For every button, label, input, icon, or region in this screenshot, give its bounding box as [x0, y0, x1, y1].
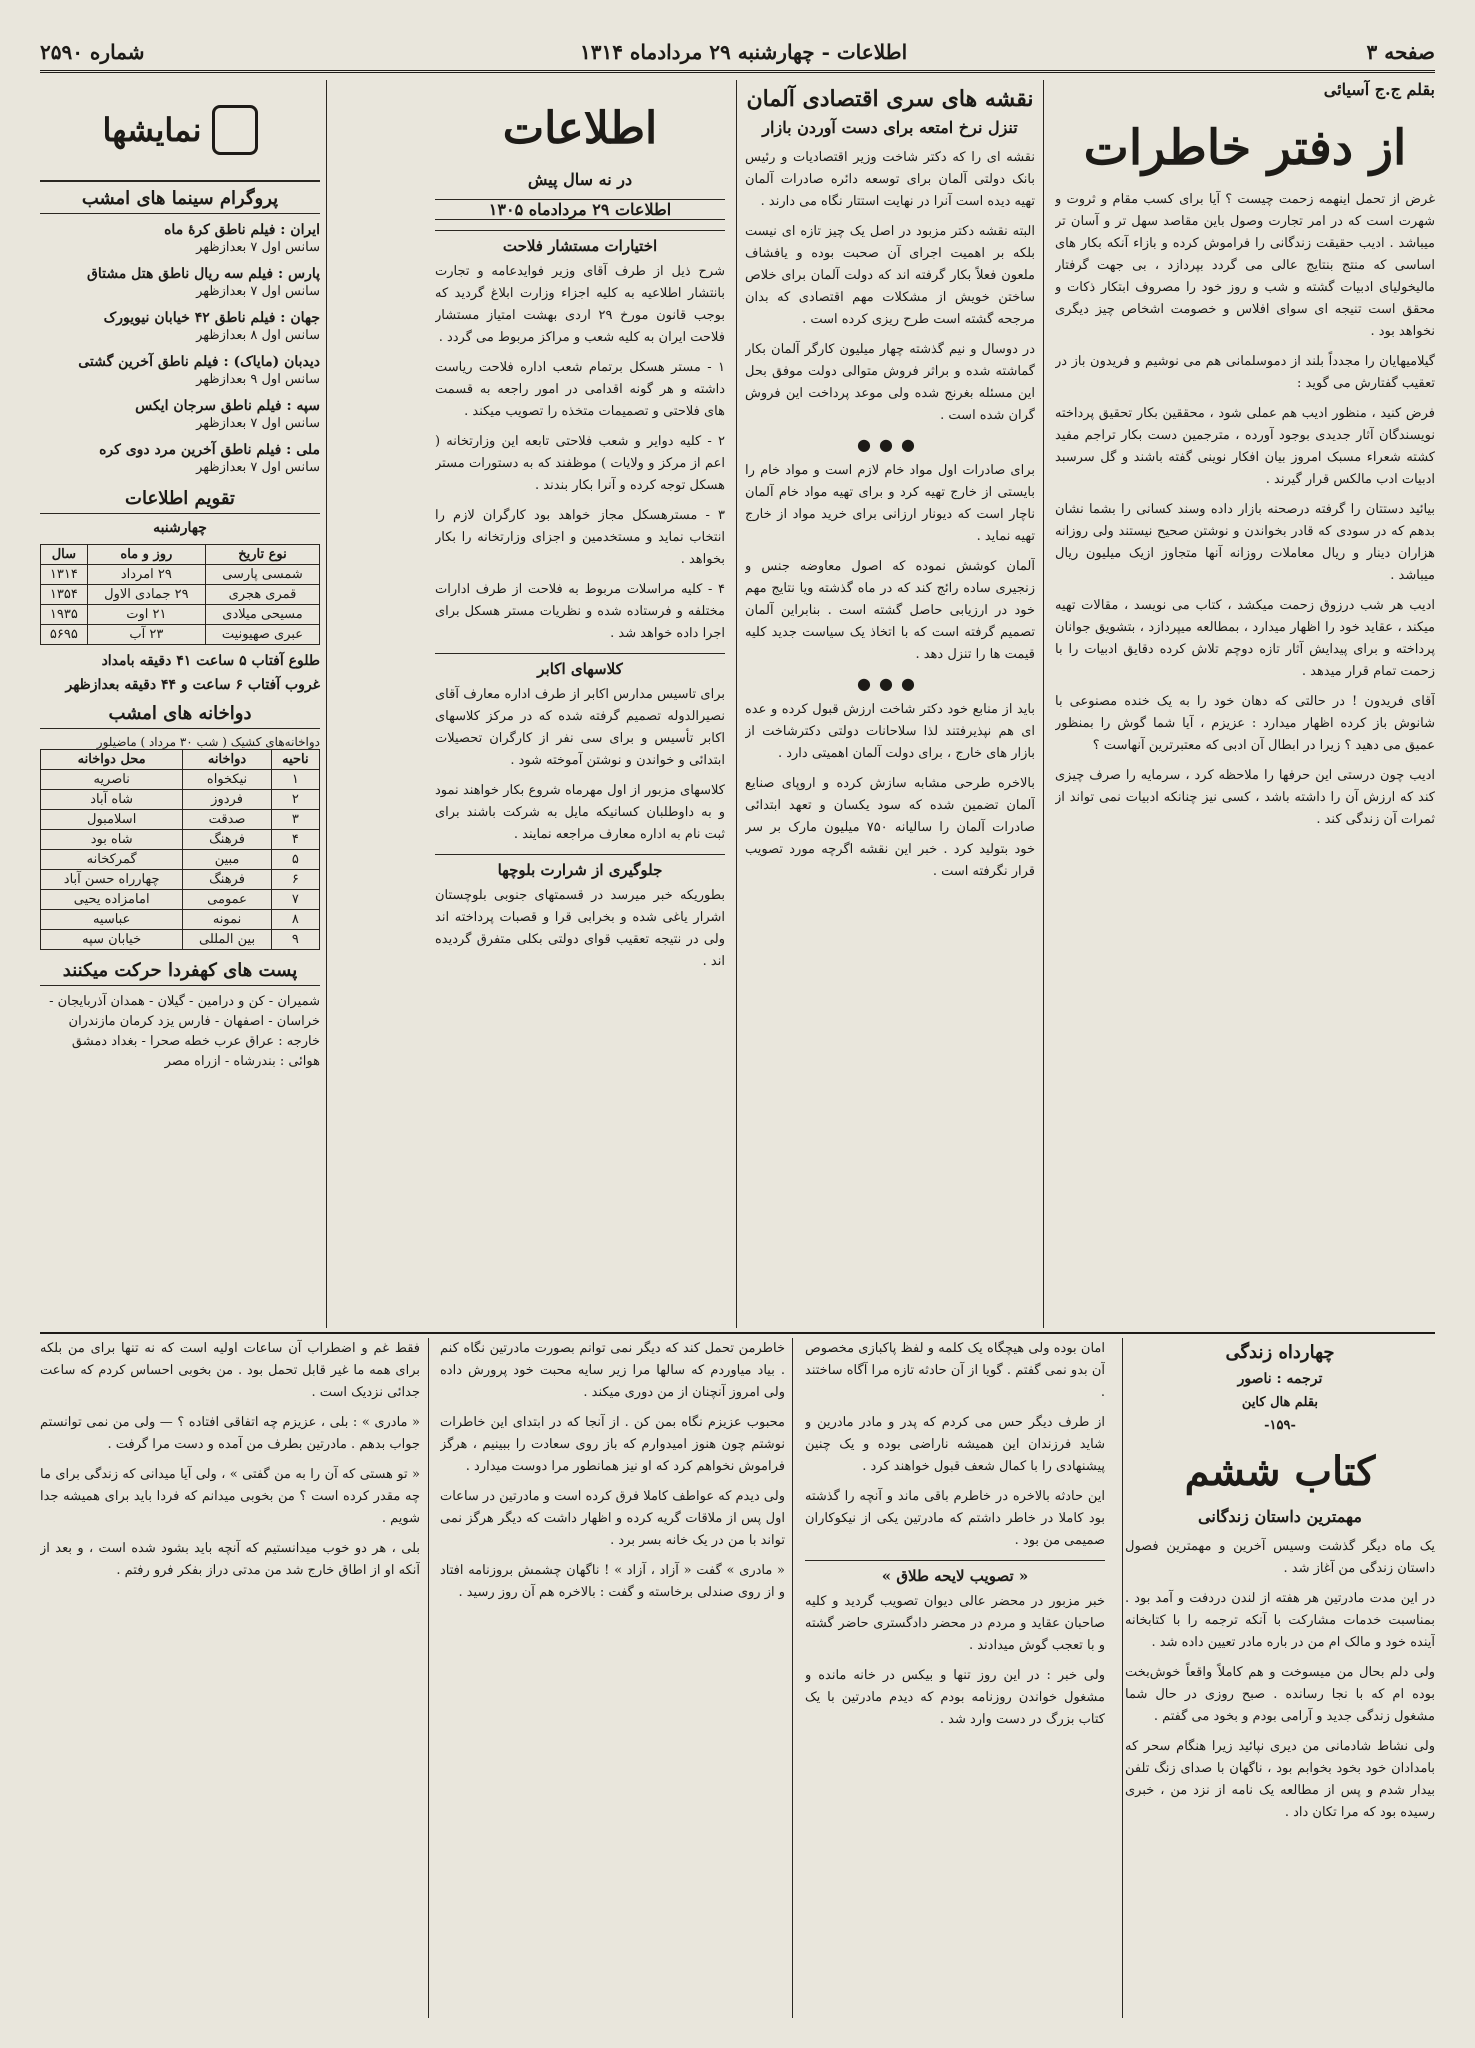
sunset: غروب آفتاب ۶ ساعت و ۴۴ دقیقه بعدازظهر — [65, 677, 320, 693]
table-cell: شاه بود — [41, 830, 183, 850]
issue-number: شماره ۲۵۹۰ — [40, 40, 145, 64]
paragraph: ادیب چون درستی این حرفها را ملاحظه کرد ، سرمایه را صرف چیزی کند که ارزش آن را داشته باشد ، کسی نیز چنانکه ادبیات نمی تواند از ثمرات آن زندگی کند . — [1055, 768, 1435, 827]
column-rule — [1122, 1338, 1123, 2018]
table-row — [41, 870, 320, 890]
novel-subtitle: مهمترین داستان زندگانی — [1198, 1507, 1362, 1526]
table-cell: عمومی — [183, 890, 271, 910]
paragraph: « مادری » گفت « آزاد ، آزاد » ! ناگهان چشمش بروزنامه افتاد و از روی صندلی برخاسته و گفت : بالاخره هم آن روز رسید . — [440, 1563, 785, 1600]
section-date: اطلاعات ۲۹ مردادماه ۱۳۰۵ — [435, 199, 725, 220]
paragraph: برای تاسیس مدارس اکابر از طرف اداره معارف آقای نصیرالدوله تصمیم گرفته شده که در مرکز کلاسهای اکابر تأسیس و برای سی نفر از کارگران تحصیلات ابتدائی و خواندن و نوشتن آموخته شود . — [435, 687, 725, 768]
cinema-name: پارس : فیلم سه ریال ناطق هتل مشتاق — [86, 266, 320, 282]
table-cell: ۲۹ امرداد — [87, 565, 205, 585]
chapter-number: -۱۵۹- — [1264, 1418, 1296, 1433]
table-cell: ۶ — [271, 870, 319, 890]
column-rule — [736, 80, 737, 1328]
paragraph: برای صادرات اول مواد خام لازم است و مواد خام را بایستی از خارج تهیه کرد و برای تهیه مواد خام آلمان ناچار است که دیونار ارزانی برای خرید مواد از خارج تهیه نماید . — [745, 463, 1035, 544]
table-row — [41, 790, 320, 810]
paragraph: محبوب عزیزم نگاه بمن کن . از آنجا که در ابتدای این خاطرات نوشتم چون هنوز امیدوارم که باز روی سعادت را ببینیم ، هرگز فراموش نخواهم کرد که او نیز همانطور مرا دوست میدارد . — [440, 1415, 785, 1474]
paragraph: « مادری » : بلی ، عزیزم چه اتفاقی افتاده ؟ — ولی من نمی توانستم جواب بدهم . مادرتین بطرف من آمده و دست مرا گرفت . — [40, 1415, 420, 1452]
table-header: دواخانه — [183, 750, 271, 770]
paragraph: ۴ - کلیه مراسلات مربوط به فلاحت از طرف ادارات مختلفه و فرستاده شده و نظریات مستر هسکل برای اجرا داده خواهد شد . — [435, 582, 725, 641]
novel-col-2 — [805, 1338, 1105, 2018]
paragraph: بیائید دستتان را گرفته درصحنه بازار داده وسند کسانی را بشما نشان بدهم که در سودی که قادر بخواندن و نوشتن صحیح نیستند ولی روزانه هزاران دینار و ریال معاملات روزانه آنها متجاوز ازیک میلیون ریال میباشد . — [1055, 502, 1435, 583]
table-cell: ۲۳ آب — [87, 625, 205, 645]
table-cell: ۱۳۱۴ — [41, 565, 88, 585]
projector-icon — [212, 105, 258, 155]
paragraph: باید از منابع خود دکتر شاخت ارزش قبول کرده و عده ای هم نپذیرفتند لذا سلاحانات دولتی دکترشاخت از بازار های خارج ، برای دولت آلمان اهمیتی دارد . — [745, 702, 1035, 761]
novel-col-1 — [1125, 1338, 1435, 2018]
table-cell: ۲ — [271, 790, 319, 810]
cinema-title: پروگرام سینما های امشب — [40, 188, 320, 214]
table-cell: ۲۱ اوت — [87, 605, 205, 625]
table-cell: امامزاده یحیی — [41, 890, 183, 910]
paragraph: ولی نشاط شادمانی من دیری نپائید زیرا هنگام سحر که بامدادان خود بخود بخوابم بود ، ناگهان با صدای زنگ تلفن بیدار شدم و پس از مطالعه یک نامه از نزد من ، خبری رسیده بود که مرا تکان داد . — [1125, 1739, 1435, 1820]
table-cell: ۱۹۳۵ — [41, 605, 88, 625]
paragraph: در دوسال و نیم گذشته چهار میلیون کارگر آلمان بکار گماشته شده و براثر فروش متوالی دولت موفق بحل این مسئله بغرنج شده ولی موعد پرداخت این فروش گران شده است . — [745, 342, 1035, 423]
paragraph: غرض از تحمل اینهمه زحمت چیست ؟ آیا برای کسب مقام و ثروت و شهرت است که در امر تجارت وصول باین مقاصد سهل تر و آسان تر میباشد . ادیب حقیقت زندگانی را فراموش کرده و بازاء آنکه بکار های اساسی که منتج بنتایج عالی می گردد بپردازد ، بی جهت گرفتار مالیخولیای ادبیات گشته و شب و روز خود را مصروف ابتکار ذکات و محقق است تنیجه ای سوای افلاس و خصومت اشخاص چیز دیگری نخواهد بود . — [1055, 192, 1435, 339]
calendar-day: چهارشنبه — [153, 520, 207, 536]
table-cell: گمرکخانه — [41, 850, 183, 870]
table-row — [41, 625, 320, 645]
paragraph: در این مدت مادرتین هر هفته از لندن دردفت و آمد بود . بمناسبت خدمات مشارکت با آنکه ترجمه را با کتابخانه آینده خود و مالک ام من در باره مادر تعیین داده شد . — [1125, 1591, 1435, 1650]
column-rule — [1043, 80, 1044, 1328]
table-cell: فرهنگ — [183, 870, 271, 890]
paragraph: کلاسهای مزبور از اول مهرماه شروع بکار خواهند نمود و به داوطلبان کسانیکه مایل به شرکت باشند برای ثبت نام به اداره معارف مراجعه نمایند . — [435, 783, 725, 842]
pharmacy-note: دواخانه‌های کشیک ( شب ۳۰ مرداد ) ماضیلور — [96, 735, 320, 749]
shows-logo — [40, 80, 320, 182]
paragraph: یک ماه دیگر گذشت وسیس آخرین و مهمترین فصول داستان زندگی من آغاز شد . — [1125, 1539, 1435, 1576]
masthead-date: اطلاعات - چهارشنبه ۲۹ مردادماه ۱۳۱۴ — [580, 40, 908, 64]
paragraph: خاطرمن تحمل کند که دیگر نمی توانم بصورت مادرتین نگاه کنم . بیاد میاوردم که سالها مرا زیر سایه محبت خود پرورش داده ولی امروز آنچنان از من دوری میکند . — [440, 1341, 785, 1400]
paragraph: امان بوده ولی هیچگاه یک کلمه و لفظ پاکبازی مخصوص آن بدو نمی گفتم . گویا از آن حادثه تازه مرا آگاه ساختند . — [805, 1341, 1105, 1400]
section-label: چهارداه زندگی — [1225, 1342, 1335, 1363]
column-rule — [792, 1338, 793, 2018]
paragraph: فقط غم و اضطراب آن ساعات اولیه است که نه تنها برای من بلکه برای همه ما غیر قابل تحمل بود . من بخوبی احساس کردم که ساعت جدائی نزدیک است . — [40, 1341, 420, 1400]
paragraph: ۱ - مستر هسکل برتمام شعب اداره فلاحت ریاست داشته و هر گونه اقدامی در امور راجعه به قسمت های فلاحتی و تصمیمات متخذه را تصویب میکند . — [435, 360, 725, 419]
table-cell: اسلامبول — [41, 810, 183, 830]
table-cell: چهارراه حسن آباد — [41, 870, 183, 890]
table-cell: نیکخواه — [183, 770, 271, 790]
table-cell: ۱ — [271, 770, 319, 790]
paragraph: ولی دلم بحال من میسوخت و هم کاملاً واقعاً خوش‌بخت بوده ام که با نجا رسانده . صبح روزی در حال شما مشغول زندگی جدید و آرامی بودم و بخود می گفتم . — [1125, 1665, 1435, 1724]
author: بقلم هال کاین — [1241, 1395, 1319, 1410]
table-cell: عبری صهیونیت — [205, 625, 319, 645]
table-cell: ۴ — [271, 830, 319, 850]
table-row — [41, 830, 320, 850]
table-cell: صدقت — [183, 810, 271, 830]
paragraph: ولی دیدم که عواطف کاملا فرق کرده است و مادرتین در ساعات اول پس از ملاقات گریه کرده و اظهار داشت که دیگر هرگز نمی تواند با من در یک خانه بسر برد . — [440, 1489, 785, 1548]
paragraph: ۲ - کلیه دوایر و شعب فلاحتی تابعه این وزارتخانه ( اعم از مرکز و ولایات ) موظفند که به دستورات مستر هسکل توجه کرده و آنرا بکار بندند . — [435, 434, 725, 493]
cinema-name: ایران : فیلم ناطق کرهٔ ماه — [164, 222, 320, 238]
germany-article — [745, 80, 1035, 1328]
table-cell: ۸ — [271, 910, 319, 930]
paragraph: ۳ - مسترهسکل مجاز خواهد بود کارگران لازم را انتخاب نماید و مستخدمین و اجزای وزارتخانه را بکار بخواهد . — [435, 508, 725, 567]
table-cell: شمسی پارسی — [205, 565, 319, 585]
cinema-time: سانس اول ۸ بعدازظهر — [196, 328, 320, 343]
paragraph: نقشه ای را که دکتر شاخت وزیر اقتصادیات و رئیس بانک دولتی آلمان برای توسعه دائره صادرات آلمان تهیه دیده است آنرا در نهایت استتار نگاه می دارند . — [745, 150, 1035, 209]
table-cell: نمونه — [183, 910, 271, 930]
separator-stars: ●●● — [857, 674, 923, 693]
article-title: نقشه های سری اقتصادی آلمان — [746, 86, 1034, 112]
memoirs-article — [1055, 80, 1435, 1328]
cinema-name: ملی : فیلم ناطق آخرین مرد دوی کره — [99, 442, 320, 458]
table-row — [41, 910, 320, 930]
calendar-table — [40, 544, 320, 645]
translator: ترجمه : ناصور — [1237, 1371, 1323, 1387]
cinema-name: جهان : فیلم ناطق ۴۲ خیابان نیویورک — [103, 310, 320, 326]
separator-stars: ●●● — [857, 435, 923, 454]
paragraph: این حادثه بالاخره در خاطرم باقی ماند و آنچه را گذشته بود کاملا در خاطر داشتم که مادرتین یکی از نیکوکاران صمیمی من بود . — [805, 1489, 1105, 1548]
table-cell: شاه آباد — [41, 790, 183, 810]
column-rule — [326, 80, 327, 1328]
novel-col-3 — [440, 1338, 785, 2018]
subheading: جلوگیری از شرارت بلوچها — [435, 854, 725, 879]
table-row — [41, 890, 320, 910]
post-foreign: خارجه : عراق عرب خطه صحرا - بغداد دمشق هوائی : بندرشاه - ازراه مصر — [71, 1034, 320, 1069]
paragraph: خبر مزبور در محضر عالی دیوان تصویب گردید و کلیه صاحبان عقاید و مردم در محضر دادگستری حاضر گشته و با تعجب گوش میدادند . — [805, 1594, 1105, 1653]
paragraph: البته نقشه دکتر مزبود در اصل یک چیز تازه ای نیست بلکه بر اهمیت اجرای آن صحبت بوده و یافشاف ملعون فعلاً بکار گرفته اند که دولت آلمان برای خلاص ساختن خویش از مشکلات مهم اقتصادی که بدان مرجحه گشته است طرح ریزی کرده است . — [745, 224, 1035, 327]
column-rule — [428, 1338, 429, 2018]
table-header: روز و ماه — [87, 545, 205, 565]
table-row — [41, 850, 320, 870]
cinema-name: سپه : فیلم ناطق سرجان ایکس — [135, 398, 320, 414]
subheading: کلاسهای اکابر — [435, 653, 725, 678]
table-cell: ۹ — [271, 930, 319, 950]
paragraph: از طرف دیگر حس می کردم که پدر و مادر مادرین و شاید فرزندان این همیشه ناراضی بوده و یک چنین پیشنهادی را با کمال شعف قبول خواهند کرد . — [805, 1415, 1105, 1474]
cinema-time: سانس اول ۷ بعدازظهر — [196, 460, 320, 475]
masthead — [40, 36, 1435, 73]
table-row — [41, 770, 320, 790]
sidebar-info — [40, 80, 320, 1328]
cinema-name: دیدبان (مایاک) : فیلم ناطق آخرین گشتی — [78, 354, 320, 370]
shows-title: نمایشها — [102, 111, 202, 149]
section-subtitle: در نه سال پیش — [527, 170, 633, 189]
table-row — [41, 810, 320, 830]
table-cell: ۱۳۵۴ — [41, 585, 88, 605]
table-cell: ۳ — [271, 810, 319, 830]
post-text: شمیران - کن و درامین - گیلان - همدان آذربایجان - خراسان - اصفهان - فارس یزد کرمان مازندران — [49, 994, 320, 1029]
table-cell: عباسیه — [41, 910, 183, 930]
subheading: اختیارات مستشار فلاحت — [435, 230, 725, 255]
sunrise: طلوع آفتاب ۵ ساعت ۴۱ دقیقه بامداد — [101, 653, 320, 669]
paragraph: « تو هستی که آن را به من گفتی » ، ولی آیا میدانی که زندگی برای ما چه مقدر کرده است ؟ من بخوبی میدانم که فردا باید برای همیشه جدا شویم . — [40, 1467, 420, 1526]
table-cell: ناصریه — [41, 770, 183, 790]
ettelaat-nine-years-ago — [435, 80, 725, 1328]
table-cell: بین المللی — [183, 930, 271, 950]
table-header: محل دواخانه — [41, 750, 183, 770]
paragraph: شرح ذیل از طرف آقای وزیر فوایدعامه و تجارت بانتشار اطلاعیه به کلیه اجزاء وزارت ابلاغ گردید که بوجب قانون مورخ ۲۹ اردی بهشت امتیاز مستشار فلاحت ایران به کلیه شعب و مراکز مربوط می گردد . — [435, 264, 725, 345]
table-row — [41, 930, 320, 950]
table-cell: ۲۹ جمادی الاول — [87, 585, 205, 605]
table-header: سال — [41, 545, 88, 565]
paragraph: بالاخره طرحی مشابه سازش کرده و اروپای صنایع آلمان تضمین شده که سود یکسان و تعهد ابتدائی صادرات آلمان را سالیانه ۷۵۰ میلیون مارک بر سر خود بتولید کرد . خبر این نقشه اگرچه مورد تصویب قرار نگرفته است . — [745, 776, 1035, 879]
cinema-time: سانس اول ۷ بعدازظهر — [196, 240, 320, 255]
table-cell: ۵۶۹۵ — [41, 625, 88, 645]
section-title: اطلاعات — [502, 103, 658, 154]
cinema-list — [40, 222, 320, 478]
novel-title: کتاب ششم — [1184, 1448, 1376, 1495]
table-row — [41, 605, 320, 625]
calendar-title: تقویم اطلاعات — [40, 488, 320, 514]
paragraph: ولی خبر : در این روز تنها و بیکس در خانه مانده و مشغول خواندن روزنامه بودم که دیدم مادرتین با یک کتاب بزرگ در دست وارد شد . — [805, 1668, 1105, 1727]
pharmacy-title: دواخانه های امشب — [40, 703, 320, 729]
subheading: « تصویب لایحه طلاق » — [805, 1560, 1105, 1585]
article-byline: بقلم ج.ج آسیائی — [1323, 80, 1435, 99]
post-title: پست های کهفردا حرکت میکنند — [40, 960, 320, 986]
article-deck: تنزل نرخ امتعه برای دست آوردن بازار — [762, 118, 1018, 137]
table-cell: مبین — [183, 850, 271, 870]
paragraph: فرض کنید ، منظور ادیب هم عملی شود ، محققین بکار تحقیق پرداخته نویسندگان آثار جدیدی بوجود آورده ، مترجمین دست بکار تراجم مفید کشته شعراء مسبک امروز بیان افکار نوینی گفته باشند و گل سرسبد ادبیات ادب مالکس قرار گیرند . — [1055, 406, 1435, 487]
paragraph: بلی ، هر دو خوب میدانستیم که آنچه باید بشود شده است ، و بعد از آنکه او از اطاق خارج شد من مدتی دراز بفکر فرو رفتم . — [40, 1541, 420, 1578]
paragraph: ادیب هر شب درزوق زحمت میکشد ، کتاب می نویسد ، مقالات تهیه میکند ، عقاید خود را اظهار میدارد ، بمطالعه میپردازد ، بتشویق جوانان پرداخته و برای پیدایش آثار تازه دوچم تلاش کرده دقایق ادبیات را با زحمت تمام قرار میدهد . — [1055, 598, 1435, 679]
table-cell: مسیحی میلادی — [205, 605, 319, 625]
table-cell: قمری هجری — [205, 585, 319, 605]
table-row — [41, 565, 320, 585]
pharmacy-table — [40, 749, 320, 950]
paragraph: آلمان کوشش نموده که اصول معاوضه جنس و زنجیری ساده رائج کند که در ماه گذشته ویا نتایج مهم خود در ارزیابی حاصل گشته است . بنابراین آلمان تصمیم گرفته است که با اتخاذ یک سیاست جدید کلیه قیمت ها را تنزل دهد . — [745, 559, 1035, 662]
section-divider — [40, 1332, 1435, 1334]
table-row — [41, 585, 320, 605]
page-number: صفحه ۳ — [1366, 40, 1435, 64]
table-cell: فرهنگ — [183, 830, 271, 850]
table-cell: خیابان سپه — [41, 930, 183, 950]
cinema-time: سانس اول ۷ بعدازظهر — [196, 416, 320, 431]
table-header: نوع تاریخ — [205, 545, 319, 565]
paragraph: آقای فریدون ! در حالتی که دهان خود را به یک خنده مصنوعی با شانوش باز کرده اظهار میدارد : عزیزم ، آیا شما گوش را بمنظور عمیق می دهید ؟ زیرا در ابطال آن ادبی که معتبرترین آنهاست ؟ — [1055, 694, 1435, 753]
cinema-time: سانس اول ۹ بعدازظهر — [196, 372, 320, 387]
table-cell: ۵ — [271, 850, 319, 870]
novel-col-4 — [40, 1338, 420, 2018]
table-cell: فردوز — [183, 790, 271, 810]
table-header: ناحیه — [271, 750, 319, 770]
paragraph: گیلامیهایان را مجدداً بلند از دموسلمانی هم می نوشیم و فریدون باز در تعقیب گفتارش می گوید : — [1055, 354, 1435, 391]
article-title: از دفتر خاطرات — [1083, 120, 1407, 176]
cinema-time: سانس اول ۷ بعدازظهر — [196, 284, 320, 299]
paragraph: بطوریکه خبر میرسد در قسمتهای جنوبی بلوچستان اشرار یاغی شده و بخرابی قرا و قصبات پرداخته اند ولی در نتیجه تعقیب قوای دولتی بکلی متفرق گردیده اند . — [435, 888, 725, 969]
table-cell: ۷ — [271, 890, 319, 910]
